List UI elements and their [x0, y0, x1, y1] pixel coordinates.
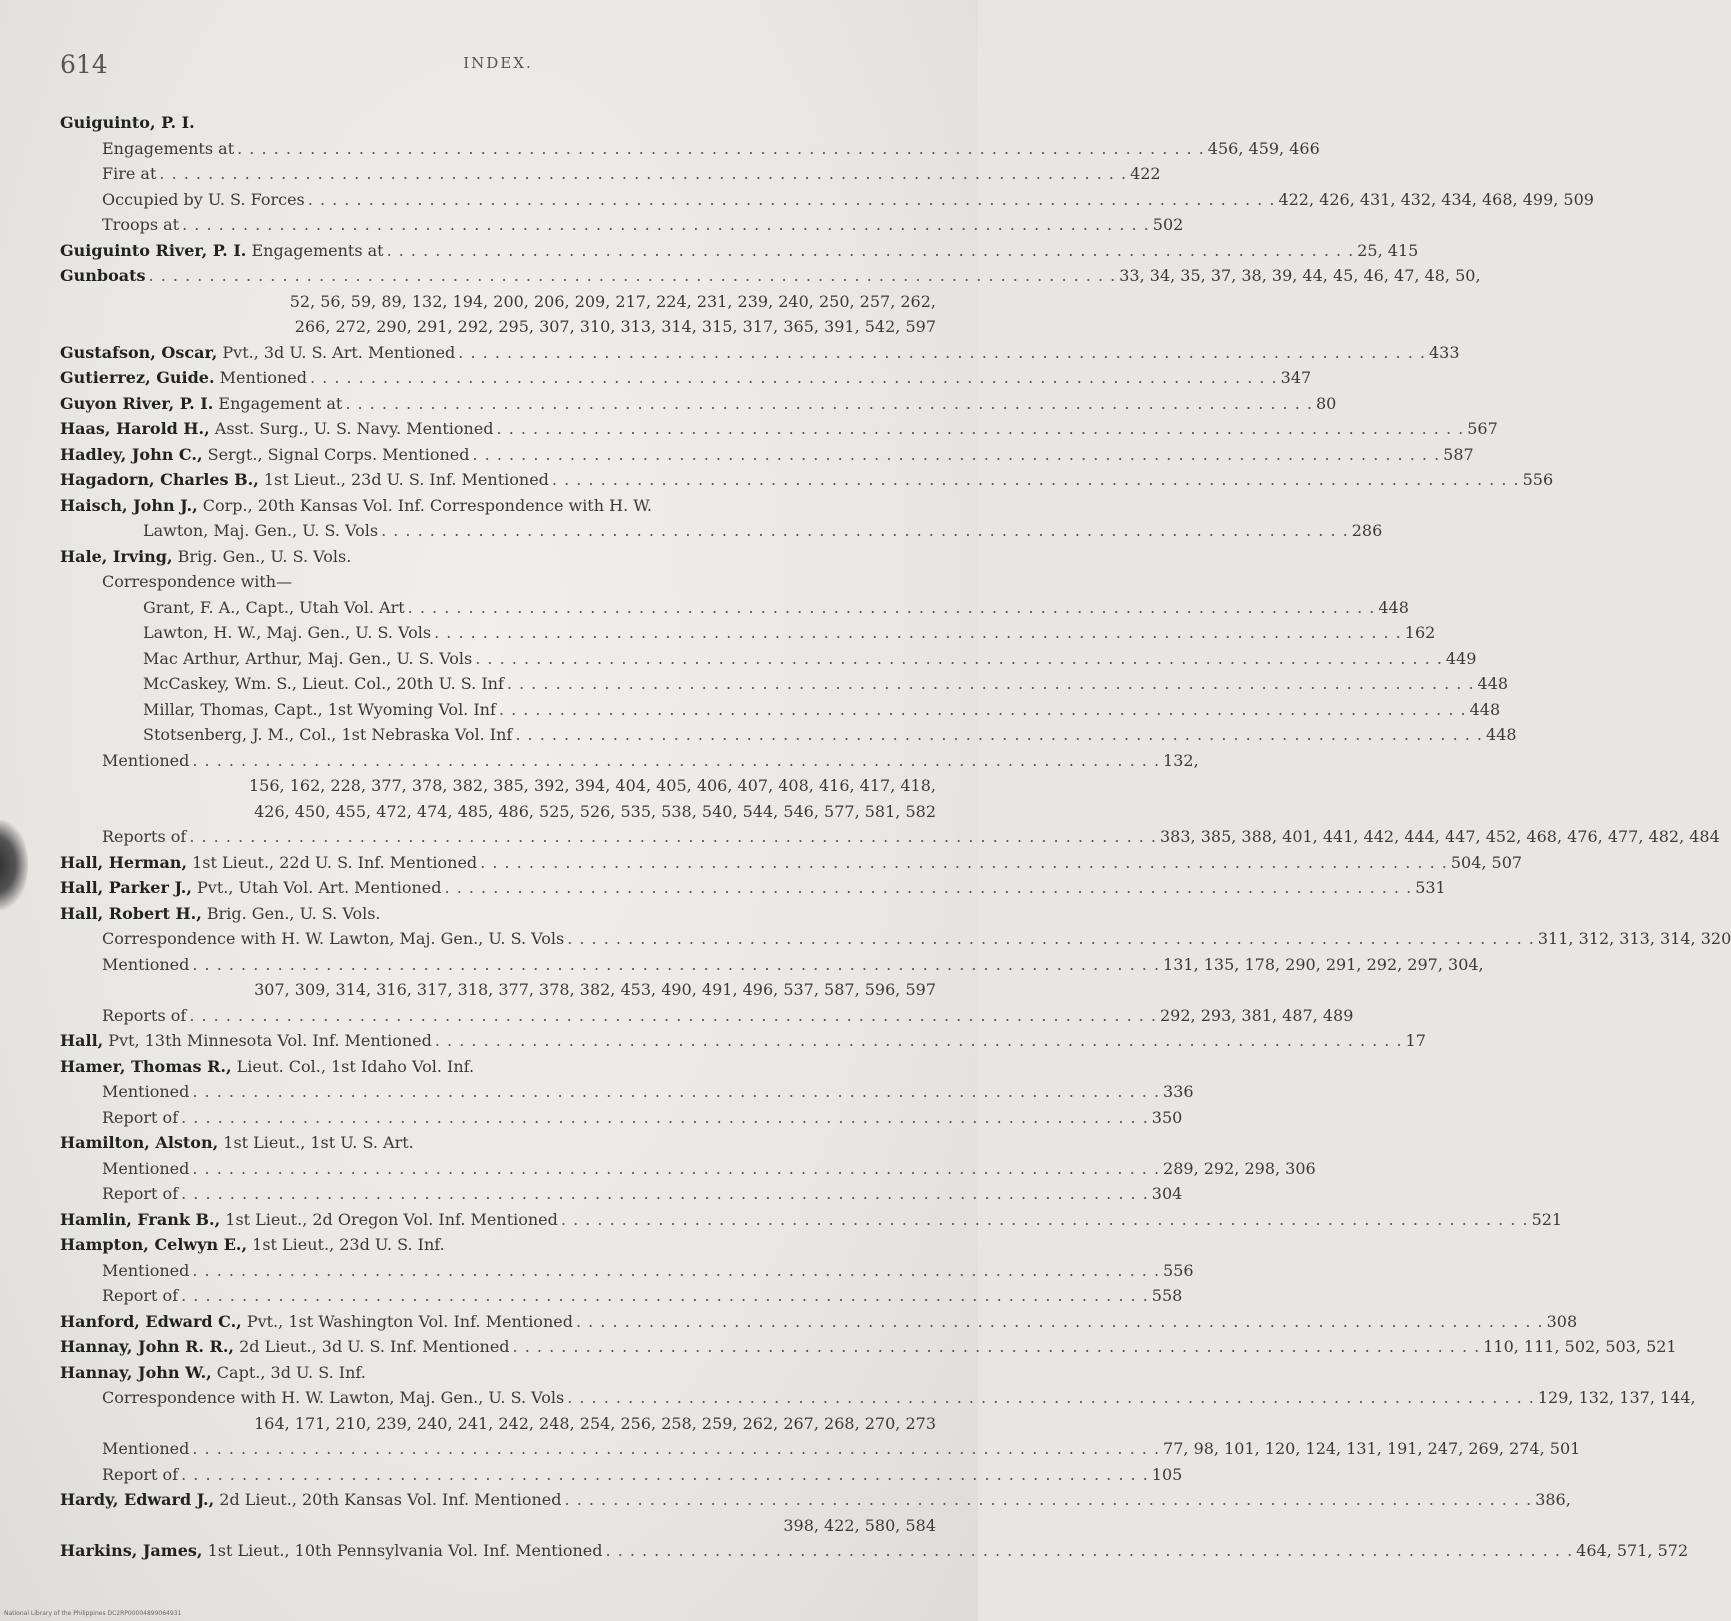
dot-leader: . . . . . . . . . . . . . . . . . . . . . . . . . . . . . . . . . . . . . . . . . . . . . . . . . . . . . . . . . . . . . . . . . . . . . . . . . . . . . . . .: [181, 1107, 1149, 1127]
entry-text: [102, 569, 292, 595]
entry-description: Report of: [102, 1107, 179, 1127]
page-numbers: 448: [1477, 674, 1509, 693]
entry-heading: Hamilton, Alston,: [60, 1133, 219, 1152]
dot-leader: . . . . . . . . . . . . . . . . . . . . . . . . . . . . . . . . . . . . . . . . . . . . . . . . . . . . . . . . . . . . . . . . . . . . . . . . . . . . . . . .: [498, 699, 1467, 719]
dot-leader: . . . . . . . . . . . . . . . . . . . . . . . . . . . . . . . . . . . . . . . . . . . . . . . . . . . . . . . . . . . . . . . . . . . . . . . . . . . . . . . .: [480, 852, 1448, 872]
page-numbers: 456, 459, 466: [1207, 138, 1320, 158]
entry-text: [60, 1538, 602, 1564]
dot-leader: . . . . . . . . . . . . . . . . . . . . . . . . . . . . . . . . . . . . . . . . . . . . . . . . . . . . . . . . . . . . . . . . . . . . . . . . . . . . . . . .: [551, 470, 1520, 489]
page-numbers: 33, 34, 35, 37, 38, 39, 44, 45, 46, 47, 48, 50,: [1119, 266, 1481, 285]
index-subentry: [0, 1385, 1696, 1411]
entry-text: [60, 238, 384, 264]
entry-text: [102, 824, 186, 850]
page-numbers: 77, 98, 101, 120, 124, 131, 191, 247, 269, 274, 501: [1163, 1439, 1581, 1458]
entry-description: Mentioned: [102, 1158, 190, 1178]
entry-description: Lieut. Col., 1st Idaho Vol. Inf.: [231, 1056, 475, 1076]
page-numbers: 129, 132, 137, 144,: [1537, 1388, 1696, 1407]
entry-description: Grant, F. A., Capt., Utah Vol. Art: [143, 597, 405, 617]
index-entry: [0, 850, 1523, 876]
dot-leader: . . . . . . . . . . . . . . . . . . . . . . . . . . . . . . . . . . . . . . . . . . . . . . . . . . . . . . . . . . . . . . . . . . . . . . . . . . . . . . . .: [192, 1439, 1161, 1458]
dot-leader: . . . . . . . . . . . . . . . . . . . . . . . . . . . . . . . . . . . . . . . . . . . . . . . . . . . . . . . . . . . . . . . . . . . . . . . . . . . . . . . .: [192, 1260, 1161, 1280]
entry-description: 2d Lieut., 3d U. S. Inf. Mentioned: [233, 1337, 510, 1356]
dot-leader: . . . . . . . . . . . . . . . . . . . . . . . . . . . . . . . . . . . . . . . . . . . . . . . . . . . . . . . . . . . . . . . . . . . . . . . . . . . . . . . .: [472, 444, 1441, 464]
entry-text: [102, 212, 179, 238]
entry-text: [60, 1054, 474, 1080]
entry-description: Sergt., Signal Corps. Mentioned: [202, 444, 470, 464]
page-numbers: 52, 56, 59, 89, 132, 194, 200, 206, 209, 217, 224, 231, 239, 240, 250, 257, 262,: [289, 291, 936, 311]
index-entry: [0, 365, 1312, 391]
page-numbers: 504, 507: [1450, 852, 1523, 872]
entry-text: [102, 1283, 178, 1309]
index-entry: [0, 416, 1498, 442]
page-numbers: 587: [1443, 444, 1474, 464]
index-subentry: [0, 518, 1383, 544]
entry-description: Corp., 20th Kansas Vol. Inf. Correspondence with H. W.: [197, 495, 652, 515]
entry-description: Report of: [102, 1286, 179, 1305]
entry-description: Fire at: [102, 164, 157, 183]
page-numbers: 502: [1152, 215, 1184, 234]
entry-text: [102, 1181, 178, 1207]
index-subentry: [0, 722, 1517, 748]
entry-text: [102, 1462, 178, 1488]
entry-heading: Hall, Parker J.,: [60, 878, 192, 897]
index-subentry: [0, 1003, 1354, 1029]
entry-heading: Guiguinto, P. I.: [60, 113, 195, 132]
page-numbers: 304: [1151, 1184, 1183, 1203]
entry-description: Report of: [102, 1184, 179, 1203]
index-entry: [0, 1028, 1426, 1054]
dot-leader: . . . . . . . . . . . . . . . . . . . . . . . . . . . . . . . . . . . . . . . . . . . . . . . . . . . . . . . . . . . . . . . . . . . . . . . . . . . . . . . .: [512, 1337, 1481, 1356]
dot-leader: . . . . . . . . . . . . . . . . . . . . . . . . . . . . . . . . . . . . . . . . . . . . . . . . . . . . . . . . . . . . . . . . . . . . . . . . . . . . . . . .: [148, 266, 1117, 285]
page-numbers: 433: [1428, 342, 1460, 362]
dot-leader: . . . . . . . . . . . . . . . . . . . . . . . . . . . . . . . . . . . . . . . . . . . . . . . . . . . . . . . . . . . . . . . . . . . . . . . . . . . . . . . .: [192, 750, 1161, 770]
entry-description: Correspondence with—: [102, 572, 293, 591]
entry-text: [102, 1156, 189, 1182]
index-subentry: [0, 1462, 1183, 1488]
page-numbers: 162: [1404, 623, 1436, 642]
entry-description: Pvt, 13th Minnesota Vol. Inf. Mentioned: [103, 1031, 432, 1050]
entry-description: 1st Lieut., 23d U. S. Inf.: [247, 1235, 445, 1254]
entry-heading: Hanford, Edward C.,: [60, 1311, 242, 1331]
entry-text: [102, 187, 305, 213]
entry-text: [102, 136, 234, 162]
entry-heading: Haisch, John J.,: [60, 495, 198, 515]
entry-description: 1st Lieut., 22d U. S. Inf. Mentioned: [187, 852, 478, 872]
entry-text: [60, 850, 477, 876]
entry-text: [60, 875, 442, 901]
index-entry: [0, 875, 1446, 901]
page-numbers: 422, 426, 431, 432, 434, 468, 499, 509: [1278, 189, 1594, 209]
entry-description: Engagements at: [246, 240, 384, 260]
entry-heading: Hall,: [60, 1031, 104, 1050]
dot-leader: . . . . . . . . . . . . . . . . . . . . . . . . . . . . . . . . . . . . . . . . . . . . . . . . . . . . . . . . . . . . . . . . . . . . . . . . . . . . . . . .: [345, 393, 1313, 413]
entry-text: [60, 340, 455, 366]
page-numbers: 556: [1522, 470, 1554, 489]
entry-description: Mentioned: [102, 1439, 190, 1458]
entry-heading: Guyon River, P. I.: [60, 393, 214, 413]
index-subentry: [0, 824, 1720, 850]
dot-leader: . . . . . . . . . . . . . . . . . . . . . . . . . . . . . . . . . . . . . . . . . . . . . . . . . . . . . . . . . . . . . . . . . . . . . . . . . . . . . . . .: [506, 674, 1475, 693]
entry-description: Mac Arthur, Arthur, Maj. Gen., U. S. Vols: [143, 648, 473, 668]
dot-leader: . . . . . . . . . . . . . . . . . . . . . . . . . . . . . . . . . . . . . . . . . . . . . . . . . . . . . . . . . . . . . . . . . . . . . . . . . . . . . . . .: [386, 240, 1355, 260]
entry-description: Stotsenberg, J. M., Col., 1st Nebraska Vol. Inf: [143, 725, 513, 744]
entry-heading: Harkins, James,: [60, 1541, 203, 1560]
entry-heading: Hardy, Edward J.,: [60, 1490, 215, 1509]
page-list-continuation: [0, 1411, 978, 1437]
entry-heading: Gutierrez, Guide.: [60, 368, 215, 387]
index-subentry: [0, 952, 1484, 978]
dot-leader: . . . . . . . . . . . . . . . . . . . . . . . . . . . . . . . . . . . . . . . . . . . . . . . . . . . . . . . . . . . . . . . . . . . . . . . . . . . . . . . .: [496, 419, 1465, 438]
entry-description: 1st Lieut., 10th Pennsylvania Vol. Inf. Mentioned: [202, 1541, 603, 1560]
entry-heading: Gustafson, Oscar,: [60, 342, 218, 362]
entry-text: [143, 671, 504, 697]
index-entry: [0, 544, 978, 570]
dot-leader: . . . . . . . . . . . . . . . . . . . . . . . . . . . . . . . . . . . . . . . . . . . . . . . . . . . . . . . . . . . . . . . . . . . . . . . . . . . . . . . .: [567, 1388, 1535, 1407]
page-numbers: 110, 111, 502, 503, 521: [1483, 1337, 1677, 1356]
dot-leader: . . . . . . . . . . . . . . . . . . . . . . . . . . . . . . . . . . . . . . . . . . . . . . . . . . . . . . . . . . . . . . . . . . . . . . . . . . . . . . . .: [192, 954, 1161, 974]
entry-text: [143, 620, 431, 646]
index-entry: [0, 1360, 978, 1386]
dot-leader: . . . . . . . . . . . . . . . . . . . . . . . . . . . . . . . . . . . . . . . . . . . . . . . . . . . . . . . . . . . . . . . . . . . . . . . . . . . . . . . .: [564, 1490, 1533, 1509]
index-subentry: [0, 697, 1501, 723]
dot-leader: . . . . . . . . . . . . . . . . . . . . . . . . . . . . . . . . . . . . . . . . . . . . . . . . . . . . . . . . . . . . . . . . . . . . . . . . . . . . . . . .: [515, 725, 1484, 744]
dot-leader: . . . . . . . . . . . . . . . . . . . . . . . . . . . . . . . . . . . . . . . . . . . . . . . . . . . . . . . . . . . . . . . . . . . . . . . . . . . . . . . .: [434, 623, 1402, 642]
scan-footer: National Library of the Philippines DC2RP00004899064931: [4, 1610, 182, 1617]
entry-description: 1st Lieut., 1st U. S. Art.: [218, 1133, 414, 1152]
page-numbers: 292, 293, 381, 487, 489: [1160, 1005, 1354, 1025]
entry-text: [102, 1436, 189, 1462]
index-subentry: [0, 1436, 1581, 1462]
index-entry: [0, 1309, 1578, 1335]
entry-description: Brig. Gen., U. S. Vols.: [172, 546, 352, 566]
entry-text: [60, 901, 380, 927]
entry-text: [60, 544, 351, 570]
page-numbers: 448: [1378, 597, 1409, 617]
entry-text: [60, 1130, 414, 1156]
entry-heading: Hampton, Celwyn E.,: [60, 1235, 248, 1254]
entry-text: [60, 1232, 445, 1258]
entry-description: Mentioned: [102, 1260, 190, 1280]
entry-description: Reports of: [102, 1005, 187, 1025]
entry-text: [60, 1028, 432, 1054]
dot-leader: . . . . . . . . . . . . . . . . . . . . . . . . . . . . . . . . . . . . . . . . . . . . . . . . . . . . . . . . . . . . . . . . . . . . . . . . . . . . . . . .: [159, 164, 1128, 183]
page-numbers: 105: [1151, 1464, 1183, 1484]
page-numbers: 464, 571, 572: [1576, 1541, 1689, 1560]
index-subentry: [0, 1258, 1194, 1284]
entry-description: 1st Lieut., 23d U. S. Inf. Mentioned: [258, 470, 549, 489]
entry-text: [60, 1309, 573, 1335]
entry-text: [60, 1207, 558, 1233]
entry-description: 2d Lieut., 20th Kansas Vol. Inf. Mentioned: [214, 1490, 562, 1509]
index-subentry: [0, 161, 1161, 187]
index-entry: [0, 493, 978, 519]
entry-description: 1st Lieut., 2d Oregon Vol. Inf. Mentioned: [220, 1209, 558, 1229]
dot-leader: . . . . . . . . . . . . . . . . . . . . . . . . . . . . . . . . . . . . . . . . . . . . . . . . . . . . . . . . . . . . . . . . . . . . . . . . . . . . . . . .: [605, 1541, 1574, 1560]
index-subentry: [0, 620, 1436, 646]
entry-description: Occupied by U. S. Forces: [102, 189, 305, 209]
page-numbers: 286: [1351, 521, 1383, 540]
page-numbers: 448: [1469, 699, 1501, 719]
dot-leader: . . . . . . . . . . . . . . . . . . . . . . . . . . . . . . . . . . . . . . . . . . . . . . . . . . . . . . . . . . . . . . . . . . . . . . . . . . . . . . . .: [444, 878, 1413, 897]
dot-leader: . . . . . . . . . . . . . . . . . . . . . . . . . . . . . . . . . . . . . . . . . . . . . . . . . . . . . . . . . . . . . . . . . . . . . . . . . . . . . . . .: [307, 189, 1276, 209]
entry-text: [60, 391, 342, 417]
index-entry: [0, 1538, 1689, 1564]
dot-leader: . . . . . . . . . . . . . . . . . . . . . . . . . . . . . . . . . . . . . . . . . . . . . . . . . . . . . . . . . . . . . . . . . . . . . . . . . . . . . . . .: [181, 1464, 1149, 1484]
page-list-continuation: [0, 314, 978, 340]
page-list-continuation: [0, 289, 978, 315]
dot-leader: . . . . . . . . . . . . . . . . . . . . . . . . . . . . . . . . . . . . . . . . . . . . . . . . . . . . . . . . . . . . . . . . . . . . . . . . . . . . . . . .: [189, 1005, 1157, 1025]
page-numbers: 266, 272, 290, 291, 292, 295, 307, 310, 313, 314, 315, 317, 365, 391, 542, 597: [294, 317, 936, 336]
page-numbers: 311, 312, 313, 314, 320: [1537, 929, 1731, 948]
entry-heading: Hall, Herman,: [60, 852, 188, 872]
entry-text: [60, 365, 307, 391]
page-header: [60, 50, 936, 86]
entry-heading: Hadley, John C.,: [60, 444, 203, 464]
entry-description: Asst. Surg., U. S. Navy. Mentioned: [209, 419, 494, 438]
index-entry: [0, 1130, 978, 1156]
entry-text: [143, 595, 405, 621]
dot-leader: . . . . . . . . . . . . . . . . . . . . . . . . . . . . . . . . . . . . . . . . . . . . . . . . . . . . . . . . . . . . . . . . . . . . . . . . . . . . . . . .: [575, 1311, 1544, 1331]
index-entry: [0, 1487, 1571, 1513]
entry-description: Reports of: [102, 827, 187, 846]
index-entry: [0, 1334, 1677, 1360]
entry-description: Brig. Gen., U. S. Vols.: [201, 903, 381, 923]
entry-description: McCaskey, Wm. S., Lieut. Col., 20th U. S. Inf: [143, 674, 504, 693]
dot-leader: . . . . . . . . . . . . . . . . . . . . . . . . . . . . . . . . . . . . . . . . . . . . . . . . . . . . . . . . . . . . . . . . . . . . . . . . . . . . . . . .: [407, 597, 1376, 617]
entry-heading: Hale, Irving,: [60, 546, 173, 566]
page-numbers: 347: [1280, 368, 1312, 387]
entry-text: [60, 442, 469, 468]
entry-description: Engagement at: [213, 393, 343, 413]
entry-heading: Gunboats: [60, 266, 146, 285]
entry-text: [102, 748, 189, 774]
index-entry: [0, 263, 1481, 289]
entry-text: [60, 263, 146, 289]
entry-heading: Hagadorn, Charles B.,: [60, 470, 259, 489]
page-numbers: 289, 292, 298, 306: [1163, 1158, 1316, 1178]
entry-description: Lawton, Maj. Gen., U. S. Vols: [143, 521, 379, 540]
index-subentry: [0, 1156, 1316, 1182]
index-entry: [0, 391, 1337, 417]
index-entry: [0, 340, 1460, 366]
index-subentry: [0, 671, 1509, 697]
index-entry: [0, 110, 978, 136]
page-numbers: 558: [1151, 1286, 1183, 1305]
entry-description: Pvt., 1st Washington Vol. Inf. Mentioned: [241, 1311, 573, 1331]
entry-description: Mentioned: [102, 1082, 190, 1101]
page-numbers: 132,: [1163, 750, 1199, 770]
entry-text: [102, 1385, 564, 1411]
index-subentry: [0, 136, 1320, 162]
dot-leader: . . . . . . . . . . . . . . . . . . . . . . . . . . . . . . . . . . . . . . . . . . . . . . . . . . . . . . . . . . . . . . . . . . . . . . . . . . . . . . . .: [309, 368, 1278, 387]
page-numbers: 308: [1546, 1311, 1578, 1331]
index-entry: [0, 467, 1554, 493]
entry-heading: Hannay, John R. R.,: [60, 1337, 234, 1356]
entry-text: [143, 518, 378, 544]
dot-leader: . . . . . . . . . . . . . . . . . . . . . . . . . . . . . . . . . . . . . . . . . . . . . . . . . . . . . . . . . . . . . . . . . . . . . . . . . . . . . . . .: [181, 1184, 1149, 1203]
entry-description: Lawton, H. W., Maj. Gen., U. S. Vols: [143, 623, 432, 642]
index-subentry: [0, 748, 1199, 774]
entry-description: Pvt., 3d U. S. Art. Mentioned: [217, 342, 456, 362]
page-numbers: 567: [1467, 419, 1498, 438]
dot-leader: . . . . . . . . . . . . . . . . . . . . . . . . . . . . . . . . . . . . . . . . . . . . . . . . . . . . . . . . . . . . . . . . . . . . . . . . . . . . . . . .: [434, 1031, 1403, 1050]
page-numbers: 25, 415: [1357, 240, 1419, 260]
index-entry: [0, 1207, 1563, 1233]
entry-text: [143, 646, 472, 672]
index-entry: [0, 901, 978, 927]
page-numbers: 556: [1163, 1260, 1194, 1280]
index-subentry: [0, 1181, 1183, 1207]
entry-text: [60, 1334, 510, 1360]
page-numbers: 131, 135, 178, 290, 291, 292, 297, 304,: [1163, 954, 1484, 974]
page-numbers: 350: [1151, 1107, 1183, 1127]
entry-text: [102, 1079, 189, 1105]
entry-text: [60, 1360, 366, 1386]
index-entry: [0, 1054, 978, 1080]
index-subentry: [0, 926, 1731, 952]
index-subentry: [0, 1283, 1183, 1309]
page-numbers: 307, 309, 314, 316, 317, 318, 377, 378, 382, 453, 490, 491, 496, 537, 587, 596, 597: [254, 980, 936, 999]
entry-heading: Hamer, Thomas R.,: [60, 1056, 232, 1076]
dot-leader: . . . . . . . . . . . . . . . . . . . . . . . . . . . . . . . . . . . . . . . . . . . . . . . . . . . . . . . . . . . . . . . . . . . . . . . . . . . . . . . .: [475, 648, 1443, 668]
page-list-continuation: [0, 1513, 978, 1539]
entry-description: Pvt., Utah Vol. Art. Mentioned: [191, 878, 442, 897]
index-entries: [0, 110, 1731, 1564]
page-number: 614: [60, 50, 108, 79]
page-numbers: 164, 171, 210, 239, 240, 241, 242, 248, 254, 256, 258, 259, 262, 267, 268, 270, 273: [254, 1413, 936, 1433]
entry-text: [102, 161, 156, 187]
entry-text: [102, 1258, 189, 1284]
entry-heading: Hall, Robert H.,: [60, 903, 202, 923]
page-numbers: 449: [1445, 648, 1477, 668]
page-numbers: 336: [1163, 1082, 1194, 1101]
entry-text: [102, 926, 564, 952]
entry-text: [102, 1003, 186, 1029]
page-list-continuation: [0, 799, 978, 825]
dot-leader: . . . . . . . . . . . . . . . . . . . . . . . . . . . . . . . . . . . . . . . . . . . . . . . . . . . . . . . . . . . . . . . . . . . . . . . . . . . . . . . .: [189, 827, 1157, 846]
index-subentry: [0, 187, 1594, 213]
entry-heading: Hannay, John W.,: [60, 1362, 212, 1382]
dot-leader: . . . . . . . . . . . . . . . . . . . . . . . . . . . . . . . . . . . . . . . . . . . . . . . . . . . . . . . . . . . . . . . . . . . . . . . . . . . . . . . .: [192, 1158, 1161, 1178]
dot-leader: . . . . . . . . . . . . . . . . . . . . . . . . . . . . . . . . . . . . . . . . . . . . . . . . . . . . . . . . . . . . . . . . . . . . . . . . . . . . . . . .: [181, 1286, 1149, 1305]
entry-description: Correspondence with H. W. Lawton, Maj. Gen., U. S. Vols: [102, 1388, 565, 1407]
entry-description: Correspondence with H. W. Lawton, Maj. Gen., U. S. Vols: [102, 929, 565, 948]
entry-description: Capt., 3d U. S. Inf.: [211, 1362, 366, 1382]
page-numbers: 422: [1130, 164, 1161, 183]
entry-heading: Haas, Harold H.,: [60, 419, 210, 438]
page-numbers: 80: [1315, 393, 1337, 413]
entry-description: Mentioned: [102, 750, 190, 770]
entry-heading: Hamlin, Frank B.,: [60, 1209, 221, 1229]
index-subentry: [0, 595, 1409, 621]
entry-description: Mentioned: [214, 368, 307, 387]
dot-leader: . . . . . . . . . . . . . . . . . . . . . . . . . . . . . . . . . . . . . . . . . . . . . . . . . . . . . . . . . . . . . . . . . . . . . . . . . . . . . . . .: [381, 521, 1349, 540]
page-numbers: 17: [1405, 1031, 1426, 1050]
index-subentry: [0, 646, 1477, 672]
dot-leader: . . . . . . . . . . . . . . . . . . . . . . . . . . . . . . . . . . . . . . . . . . . . . . . . . . . . . . . . . . . . . . . . . . . . . . . . . . . . . . . .: [458, 342, 1426, 362]
page-numbers: 383, 385, 388, 401, 441, 442, 444, 447, 452, 468, 476, 477, 482, 484: [1160, 827, 1720, 846]
entry-text: [60, 467, 549, 493]
entry-description: Millar, Thomas, Capt., 1st Wyoming Vol. Inf: [143, 699, 496, 719]
entry-text: [143, 697, 496, 723]
page-numbers: 531: [1415, 878, 1446, 897]
entry-heading: Guiguinto River, P. I.: [60, 240, 247, 260]
page-numbers: 156, 162, 228, 377, 378, 382, 385, 392, 394, 404, 405, 406, 407, 408, 416, 417, 418,: [249, 776, 936, 795]
entry-text: [60, 493, 652, 519]
page-list-continuation: [0, 977, 978, 1003]
dot-leader: . . . . . . . . . . . . . . . . . . . . . . . . . . . . . . . . . . . . . . . . . . . . . . . . . . . . . . . . . . . . . . . . . . . . . . . . . . . . . . . .: [567, 929, 1535, 948]
entry-description: Mentioned: [102, 954, 190, 974]
dot-leader: . . . . . . . . . . . . . . . . . . . . . . . . . . . . . . . . . . . . . . . . . . . . . . . . . . . . . . . . . . . . . . . . . . . . . . . . . . . . . . . .: [192, 1082, 1161, 1101]
page-list-continuation: [0, 773, 978, 799]
index-subentry: [0, 1105, 1183, 1131]
dot-leader: . . . . . . . . . . . . . . . . . . . . . . . . . . . . . . . . . . . . . . . . . . . . . . . . . . . . . . . . . . . . . . . . . . . . . . . . . . . . . . . .: [182, 215, 1150, 234]
entry-text: [102, 952, 189, 978]
entry-text: [60, 416, 494, 442]
entry-description: Engagements at: [102, 138, 235, 158]
entry-text: [60, 1487, 562, 1513]
index-entry: [0, 238, 1419, 264]
dot-leader: . . . . . . . . . . . . . . . . . . . . . . . . . . . . . . . . . . . . . . . . . . . . . . . . . . . . . . . . . . . . . . . . . . . . . . . . . . . . . . . .: [560, 1209, 1529, 1229]
entry-description: Report of: [102, 1464, 179, 1484]
page-numbers: 426, 450, 455, 472, 474, 485, 486, 525, 526, 535, 538, 540, 544, 546, 577, 581, 582: [254, 801, 936, 821]
entry-text: [60, 110, 195, 136]
running-head: INDEX.: [463, 54, 533, 72]
page-numbers: 398, 422, 580, 584: [783, 1515, 936, 1535]
page-numbers: 521: [1531, 1209, 1563, 1229]
index-subentry: [0, 212, 1184, 238]
entry-text: [143, 722, 512, 748]
index-subentry: [0, 569, 978, 595]
entry-description: Troops at: [102, 215, 180, 234]
index-entry: [0, 442, 1474, 468]
page-numbers: 386,: [1535, 1490, 1571, 1509]
dot-leader: . . . . . . . . . . . . . . . . . . . . . . . . . . . . . . . . . . . . . . . . . . . . . . . . . . . . . . . . . . . . . . . . . . . . . . . . . . . . . . . .: [237, 138, 1205, 158]
index-entry: [0, 1232, 978, 1258]
page-numbers: 448: [1486, 725, 1517, 744]
entry-text: [102, 1105, 178, 1131]
index-subentry: [0, 1079, 1194, 1105]
